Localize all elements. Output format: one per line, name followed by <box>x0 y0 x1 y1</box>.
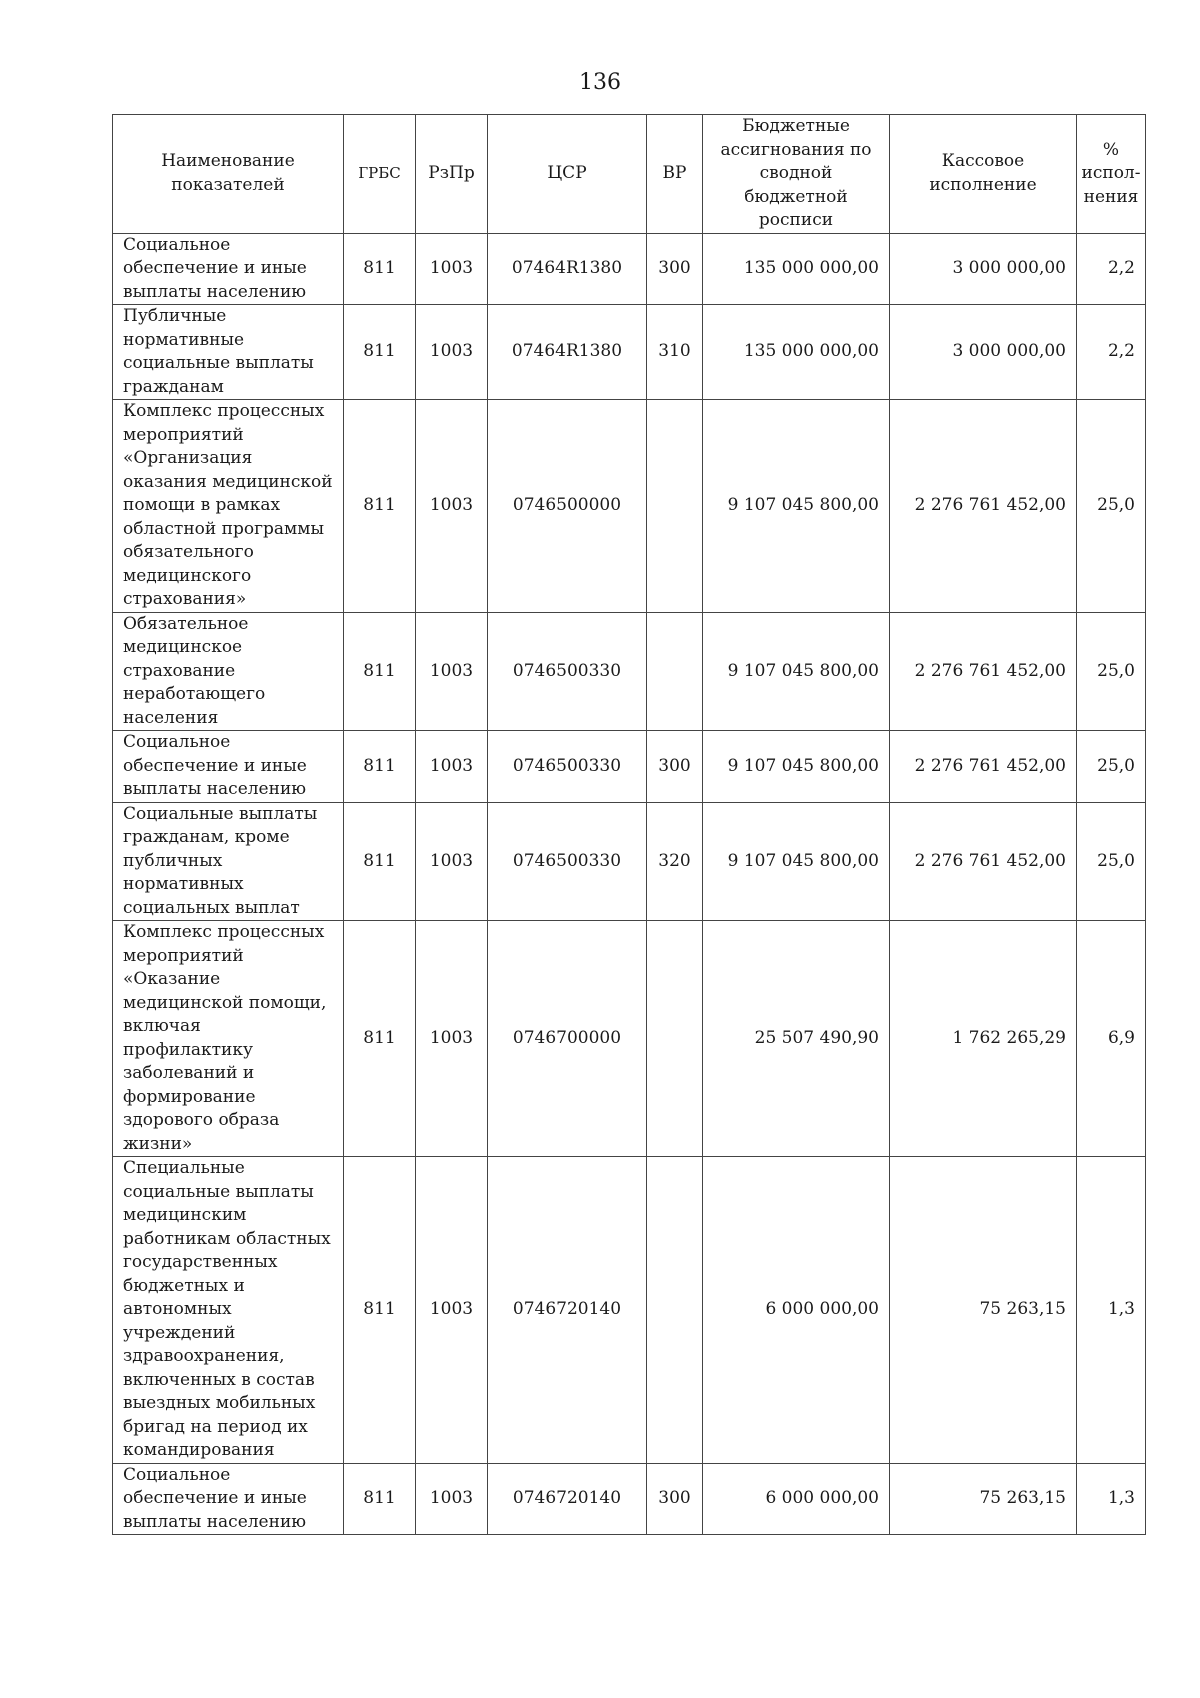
row-vr: 300 <box>647 731 703 803</box>
table-row <box>113 731 1146 803</box>
table-row <box>113 612 1146 731</box>
row-name: Социальные выплаты гражданам, кроме публичных нормативных социальных выплат <box>113 802 344 921</box>
table-row <box>113 802 1146 921</box>
row-csr: 0746500330 <box>488 802 647 921</box>
row-grbs: 811 <box>344 802 416 921</box>
row-cash: 1 762 265,29 <box>890 921 1077 1157</box>
row-budget: 135 000 000,00 <box>703 305 890 400</box>
row-csr: 0746500330 <box>488 612 647 731</box>
row-rzpr: 1003 <box>416 400 488 613</box>
row-name: Социальное обеспечение и иные выплаты населению <box>113 731 344 803</box>
row-grbs: 811 <box>344 305 416 400</box>
row-name: Социальное обеспечение и иные выплаты населению <box>113 1463 344 1535</box>
row-vr: 310 <box>647 305 703 400</box>
table-row <box>113 400 1146 613</box>
row-csr: 0746720140 <box>488 1463 647 1535</box>
row-cash: 75 263,15 <box>890 1463 1077 1535</box>
row-vr <box>647 400 703 613</box>
row-budget: 9 107 045 800,00 <box>703 612 890 731</box>
header-grbs: ГРБС <box>344 115 416 234</box>
row-percent: 1,3 <box>1077 1157 1146 1464</box>
row-cash: 2 276 761 452,00 <box>890 400 1077 613</box>
header-name: Наименование показателей <box>113 115 344 234</box>
row-percent: 25,0 <box>1077 731 1146 803</box>
row-cash: 2 276 761 452,00 <box>890 612 1077 731</box>
row-percent: 2,2 <box>1077 233 1146 305</box>
row-rzpr: 1003 <box>416 612 488 731</box>
header-rzpr: РзПр <box>416 115 488 234</box>
row-percent: 6,9 <box>1077 921 1146 1157</box>
row-cash: 3 000 000,00 <box>890 305 1077 400</box>
header-budget: Бюджетные ассигнования по сводной бюджетной росписи <box>703 115 890 234</box>
row-budget: 9 107 045 800,00 <box>703 802 890 921</box>
row-name: Специальные социальные выплаты медицинским работникам областных государственных бюджетных и автономных учреждений здравоохранения, включенных в состав выездных мобильных бригад на период их командирования <box>113 1157 344 1464</box>
row-vr <box>647 1157 703 1464</box>
header-row <box>113 115 1146 234</box>
row-budget: 6 000 000,00 <box>703 1463 890 1535</box>
row-vr <box>647 612 703 731</box>
row-rzpr: 1003 <box>416 921 488 1157</box>
row-csr: 0746700000 <box>488 921 647 1157</box>
row-grbs: 811 <box>344 612 416 731</box>
row-rzpr: 1003 <box>416 1463 488 1535</box>
row-name: Публичные нормативные социальные выплаты гражданам <box>113 305 344 400</box>
table-row <box>113 1157 1146 1464</box>
row-csr: 07464R1380 <box>488 233 647 305</box>
row-name: Комплекс процессных мероприятий «Организация оказания медицинской помощи в рамках областной программы обязательного медицинского страхования» <box>113 400 344 613</box>
row-name: Комплекс процессных мероприятий «Оказание медицинской помощи, включая профилактику заболеваний и формирование здорового образа жизни» <box>113 921 344 1157</box>
row-vr: 300 <box>647 1463 703 1535</box>
row-rzpr: 1003 <box>416 731 488 803</box>
header-cash: Кассовое исполнение <box>890 115 1077 234</box>
row-cash: 2 276 761 452,00 <box>890 731 1077 803</box>
budget-table <box>112 114 1146 1535</box>
row-name: Обязательное медицинское страхование неработающего населения <box>113 612 344 731</box>
row-cash: 2 276 761 452,00 <box>890 802 1077 921</box>
table-row <box>113 921 1146 1157</box>
row-percent: 25,0 <box>1077 802 1146 921</box>
row-csr: 0746500000 <box>488 400 647 613</box>
row-budget: 135 000 000,00 <box>703 233 890 305</box>
row-rzpr: 1003 <box>416 305 488 400</box>
row-budget: 25 507 490,90 <box>703 921 890 1157</box>
row-vr <box>647 921 703 1157</box>
table-row <box>113 305 1146 400</box>
row-percent: 25,0 <box>1077 400 1146 613</box>
row-rzpr: 1003 <box>416 233 488 305</box>
row-grbs: 811 <box>344 731 416 803</box>
row-budget: 9 107 045 800,00 <box>703 400 890 613</box>
row-cash: 75 263,15 <box>890 1157 1077 1464</box>
row-csr: 0746500330 <box>488 731 647 803</box>
header-percent: % испол-нения <box>1077 115 1146 234</box>
table-row <box>113 1463 1146 1535</box>
row-csr: 07464R1380 <box>488 305 647 400</box>
row-rzpr: 1003 <box>416 802 488 921</box>
row-vr: 300 <box>647 233 703 305</box>
row-rzpr: 1003 <box>416 1157 488 1464</box>
row-percent: 25,0 <box>1077 612 1146 731</box>
row-name: Социальное обеспечение и иные выплаты населению <box>113 233 344 305</box>
row-percent: 2,2 <box>1077 305 1146 400</box>
table-row <box>113 233 1146 305</box>
row-grbs: 811 <box>344 921 416 1157</box>
row-csr: 0746720140 <box>488 1157 647 1464</box>
row-percent: 1,3 <box>1077 1463 1146 1535</box>
row-budget: 9 107 045 800,00 <box>703 731 890 803</box>
row-grbs: 811 <box>344 400 416 613</box>
row-grbs: 811 <box>344 1463 416 1535</box>
row-vr: 320 <box>647 802 703 921</box>
page-number: 136 <box>579 70 621 95</box>
row-cash: 3 000 000,00 <box>890 233 1077 305</box>
header-vr: ВР <box>647 115 703 234</box>
row-budget: 6 000 000,00 <box>703 1157 890 1464</box>
row-grbs: 811 <box>344 1157 416 1464</box>
row-grbs: 811 <box>344 233 416 305</box>
header-csr: ЦСР <box>488 115 647 234</box>
